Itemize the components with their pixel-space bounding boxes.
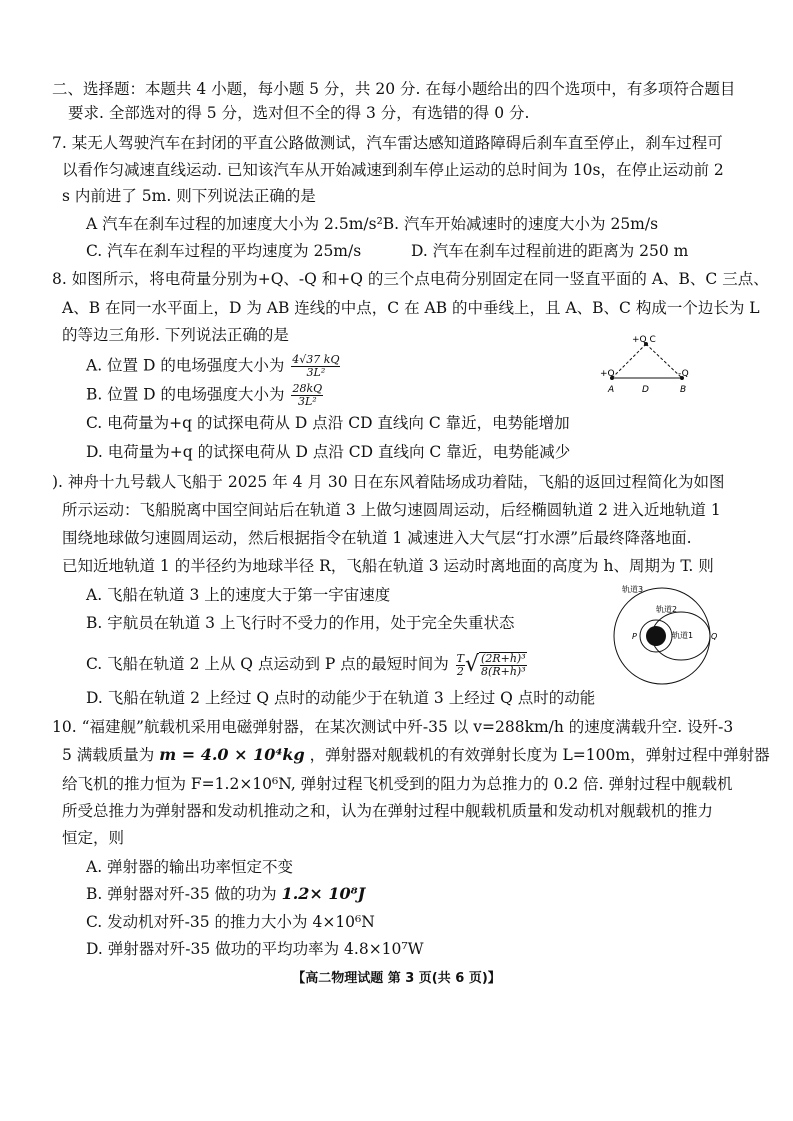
q9-option-c-fraction [480,653,527,678]
q10-line-3: 给飞机的推力恒为 F=1.2×10⁶N, 弹射过程飞机受到的阻力为总推力的 0.2 倍. 弹射过程中舰载机 [62,775,733,793]
q8-option-b-formula [291,383,323,408]
point-c-label: +Q C [632,335,656,345]
q7-option-ab: A 汽车在刹车过程的加速度大小为 2.5m/s²B. 汽车开始减速时的速度大小为 25m/s [86,215,659,233]
q9-option-b: B. 宇航员在轨道 3 上飞行时不受力的作用，处于完全失重状态 [86,614,515,632]
q10-option-b [86,884,365,904]
q8-line-2: A、B 在同一水平面上，D 为 AB 连线的中点，C 在 AB 的中垂线上，且 A、B、C 构成一个边长为 L [62,299,760,317]
earth [646,626,666,646]
q10-line-2b: ，弹射器对舰载机的有效弹射长度为 L=100m，弹射过程中弹射器 [309,746,770,764]
q7-line-2: 以看作匀减速直线运动. 已知该汽车从开始减速到刹车停止运动的总时间为 10s，在停止运动前 2 [62,161,724,179]
q9-option-d: D. 飞船在轨道 2 上经过 Q 点时的动能少于在轨道 3 上经过 Q 点时的动能 [86,689,596,707]
q9-option-c-text: C. 飞船在轨道 2 上从 Q 点运动到 P 点的最短时间为 [86,655,449,673]
q9-option-c-coef-den: 2 [456,664,464,678]
q9-line-3: 围绕地球做匀速圆周运动，然后根据指令在轨道 1 减速进入大气层“打水漂”后最终降落地面. [62,529,692,547]
q9-option-c-coef-num: T [456,651,465,665]
section-line-1: 二、选择题：本题共 4 小题，每小题 5 分，共 20 分. 在每小题给出的四个选项中，有多项符合题目 [52,80,736,98]
q8-option-a-text: A. 位置 D 的电场强度大小为 [86,356,285,375]
q10-line-2a: 5 满载质量为 [62,746,155,764]
q7-option-d: D. 汽车在刹车过程前进的距离为 250 m [411,242,689,260]
q10-option-d: D. 弹射器对歼-35 做功的平均功率为 4.8×10⁷W [86,940,424,958]
orbit-1-label: 轨道1 [672,631,694,640]
point-b-label: B [680,385,687,395]
q8-option-a [86,354,340,379]
q9-option-a: A. 飞船在轨道 3 上的速度大于第一宇宙速度 [86,586,391,604]
q9-option-c-radicand [479,652,527,678]
q8-option-c: C. 电荷量为+q 的试探电荷从 D 点沿 CD 直线向 C 靠近，电势能增加 [86,414,570,432]
point-q-label: Q [711,632,718,641]
q10-option-b-text: B. 弹射器对歼-35 做的功为 [86,885,277,903]
q10-line-2 [62,745,770,765]
q9-option-c [86,652,527,678]
q8-triangle-figure [598,332,708,400]
q9-line-2: 所示运动：飞船脱离中国空间站后在轨道 3 上做匀速圆周运动，后经椭圆轨道 2 进入近地轨道 1 [62,501,721,519]
q7-option-c: C. 汽车在刹车过程的平均速度为 25m/s [86,242,362,260]
q8-option-a-numerator: 4√37 kQ [292,353,340,366]
q9-orbit-figure [604,580,720,686]
q10-option-b-value: 1.2× 10⁸J [281,884,366,903]
q9-option-c-denominator: 8(R+h)³ [481,665,526,678]
section-line-2: 要求. 全部选对的得 5 分，选对但不全的得 3 分，有选错的得 0 分. [68,104,530,122]
q7-line-3: s 内前进了 5m. 则下列说法正确的是 [62,187,316,205]
q9-option-c-numerator: (2R+h)³ [481,652,526,665]
q8-line-1: 8. 如图所示，将电荷量分别为+Q、-Q 和+Q 的三个点电荷分别固定在同一竖直平面的 A、B、C 三点、 [52,270,769,288]
orbit-3-label: 轨道3 [622,585,644,594]
q8-option-b-numerator: 28kQ [292,382,323,395]
point-d-label: D [642,385,649,395]
point-b-charge: -Q [678,369,689,379]
q7-line-1: 7. 某无人驾驶汽车在封闭的平直公路做测试，汽车雷达感知道路障碍后刹车直至停止，刹车过程可 [52,134,723,152]
q9-option-c-coef [456,653,465,678]
q10-line-5: 恒定，则 [62,829,125,847]
page-footer: 【高二物理试题 第 3 页(共 6 页)】 [292,971,501,986]
q8-line-3: 的等边三角形. 下列说法正确的是 [62,326,289,344]
triangle-side-cb [646,344,682,378]
q9-line-1: ). 神舟十九号载人飞船于 2025 年 4 月 30 日在东风着陆场成功着陆，飞船的返回过程简化为如图 [52,473,725,491]
q10-option-c: C. 发动机对歼-35 的推力大小为 4×10⁶N [86,913,375,931]
q8-option-b-text: B. 位置 D 的电场强度大小为 [86,385,285,404]
q8-option-a-formula [291,354,340,379]
q8-option-b [86,383,323,408]
q8-option-d: D. 电荷量为+q 的试探电荷从 D 点沿 CD 直线向 C 靠近，电势能减少 [86,443,571,461]
point-a-charge: +Q [600,369,615,379]
sqrt-symbol: √ [465,652,480,677]
q10-line-4: 所受总推力为弹射器和发动机推动之和，认为在弹射过程中舰载机质量和发动机对舰载机的推力 [62,802,714,820]
point-a-label: A [608,385,615,395]
triangle-side-ca [612,344,646,378]
q10-line-1: 10. “福建舰”航载机采用电磁弹射器，在某次测试中歼-35 以 v=288km/h 的速度满载升空. 设歼-3 [52,718,734,736]
q10-option-a: A. 弹射器的输出功率恒定不变 [86,858,294,876]
orbit-2-label: 轨道2 [656,605,678,614]
q8-option-b-denominator: 3L² [297,395,317,408]
q10-mass-formula: m = 4.0 × 10⁴kg [159,745,305,764]
q9-line-4: 已知近地轨道 1 的半径约为地球半径 R，飞船在轨道 3 运动时离地面的高度为 h、周期为 T. 则 [62,557,714,575]
q8-option-a-denominator: 3L² [306,366,326,379]
point-p-label: P [632,632,637,641]
